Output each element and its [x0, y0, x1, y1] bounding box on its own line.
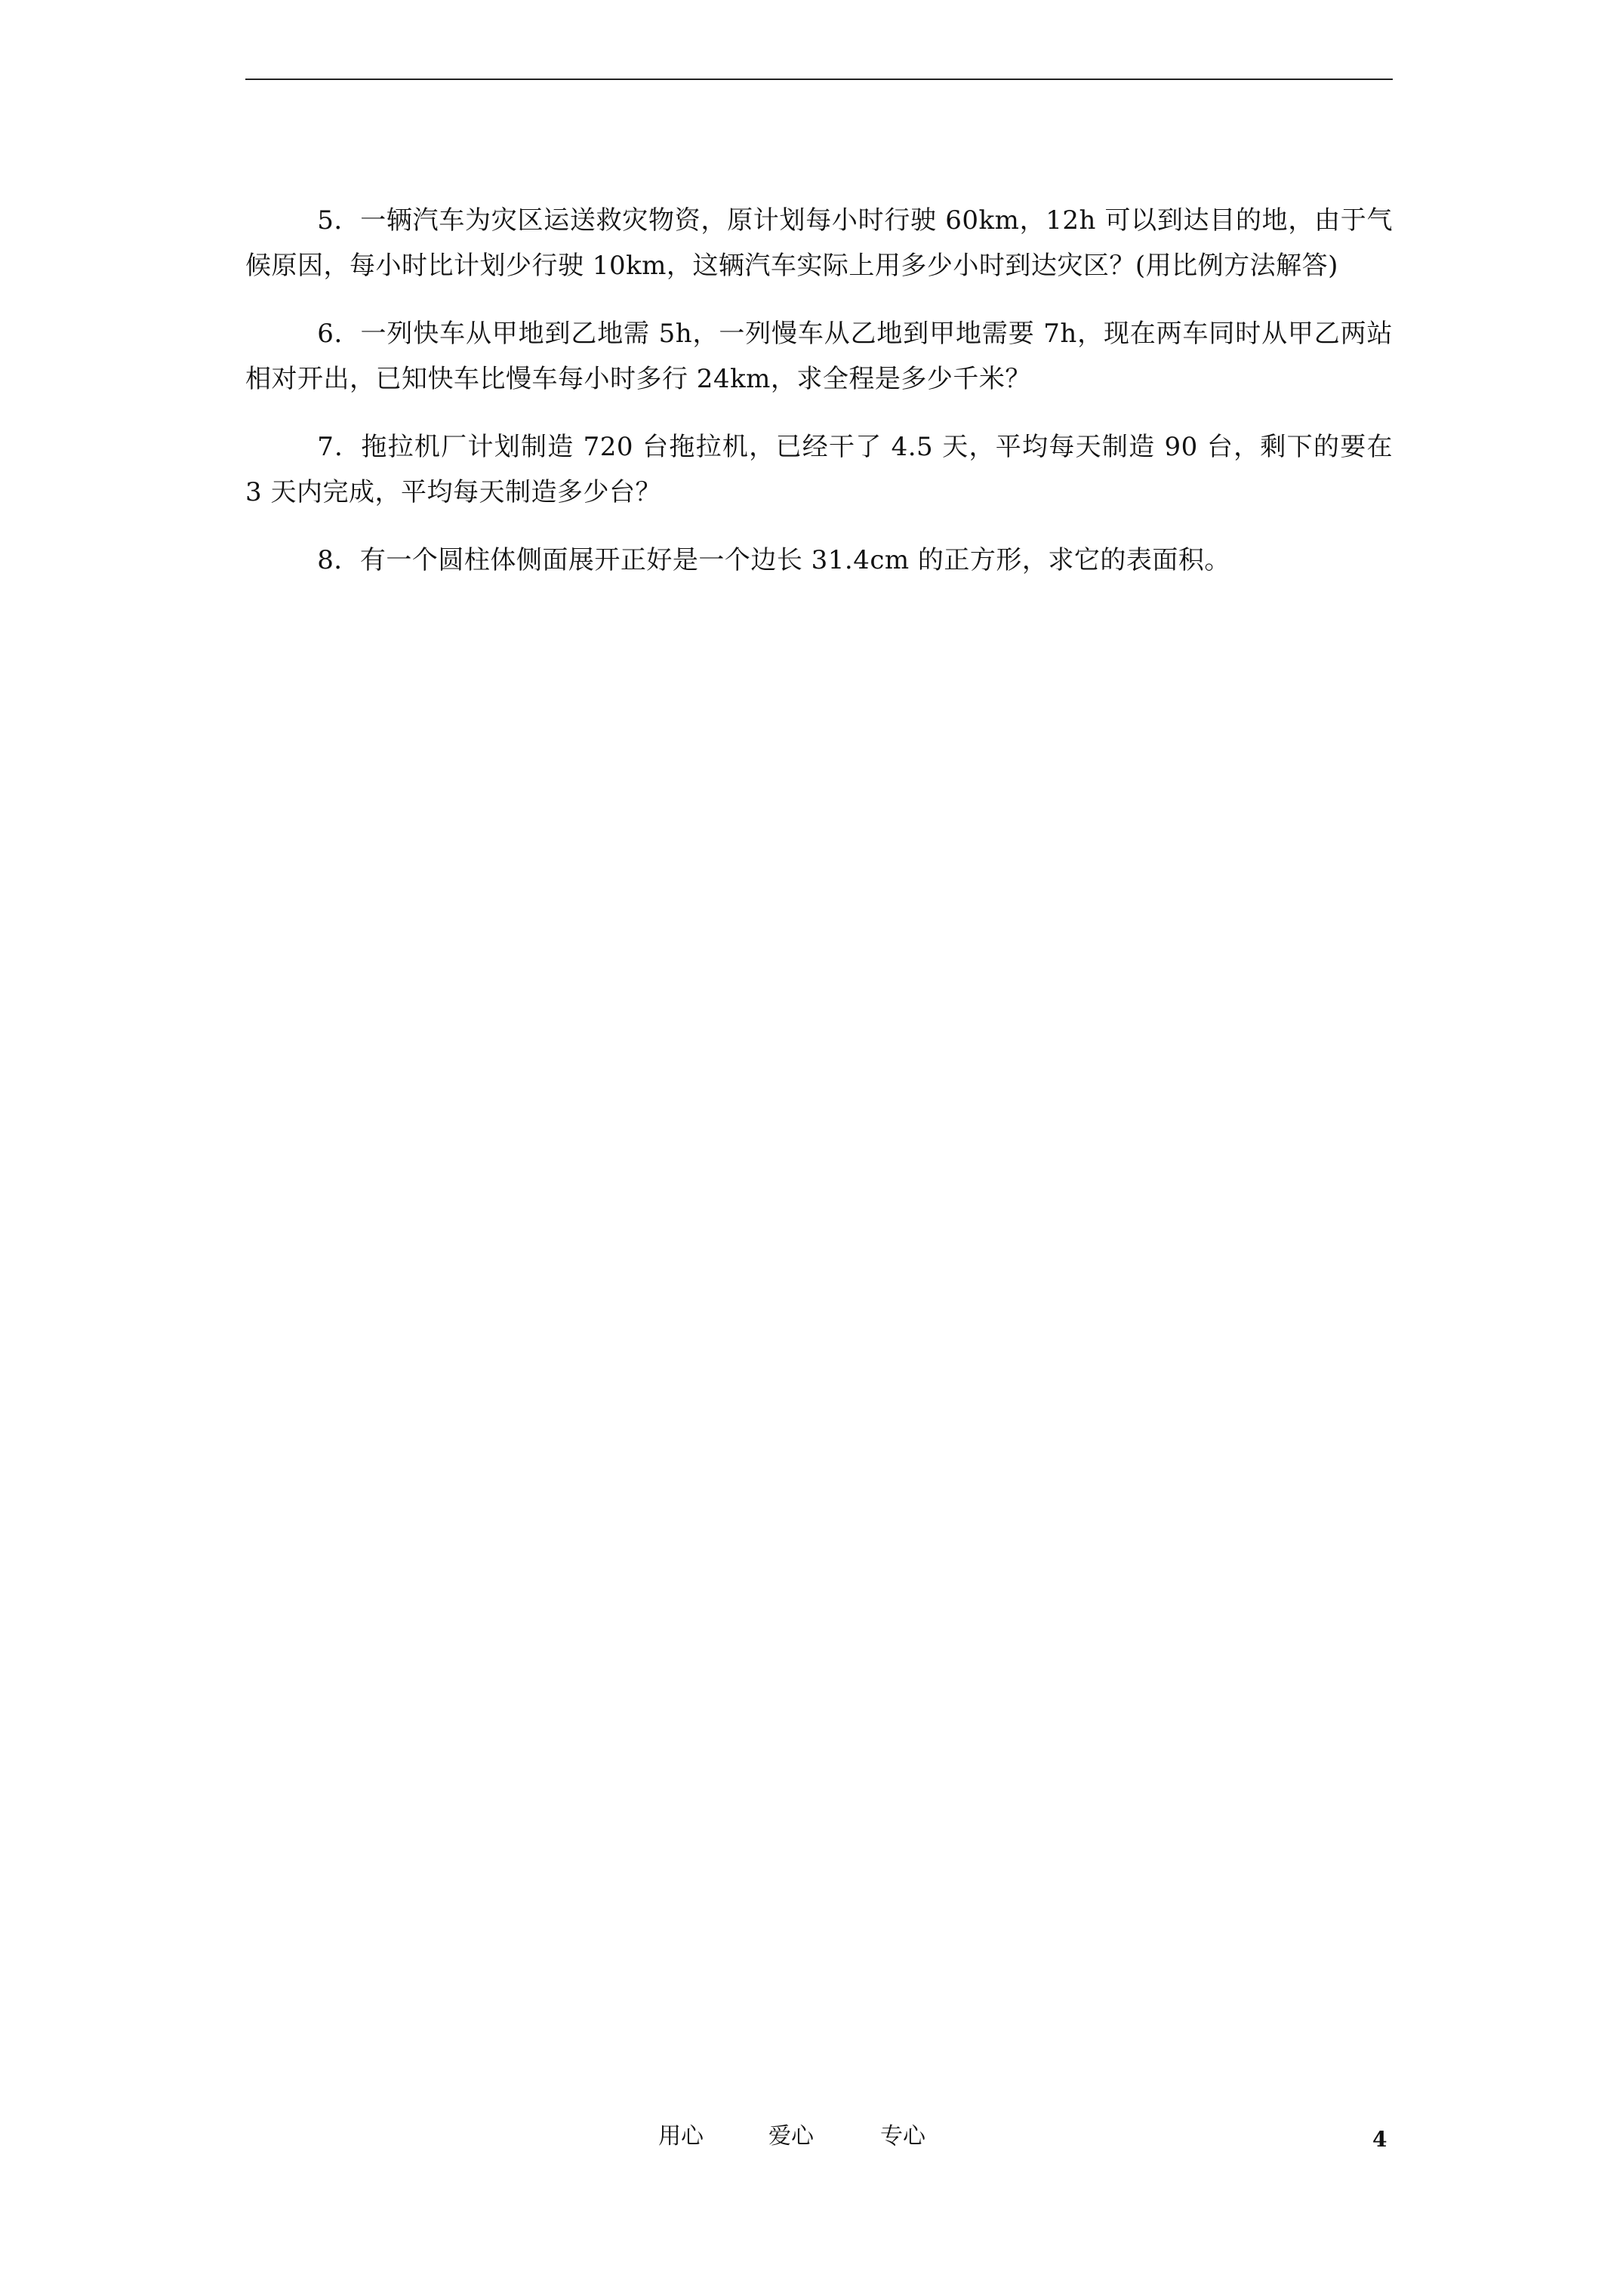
page-number: 4	[1372, 2127, 1387, 2152]
problem-5: 5．一辆汽车为灾区运送救灾物资，原计划每小时行驶 60km，12h 可以到达目的地，由于气候原因，每小时比计划少行驶 10km，这辆汽车实际上用多少小时到达灾区？(用比例方法解答)	[245, 205, 1393, 281]
problem-list	[245, 198, 1393, 606]
footer-motto-2: 爱心	[768, 2123, 814, 2150]
footer-motto-1: 用心	[658, 2123, 704, 2150]
footer-motto-3: 专心	[880, 2123, 925, 2150]
problem-6: 6．一列快车从甲地到乙地需 5h，一列慢车从乙地到甲地需要 7h，现在两车同时从甲乙两站相对开出，已知快车比慢车每小时多行 24km，求全程是多少千米？	[245, 319, 1393, 394]
problem-7: 7．拖拉机厂计划制造 720 台拖拉机，已经干了 4.5 天，平均每天制造 90 台，剩下的要在 3 天内完成，平均每天制造多少台？	[245, 432, 1393, 507]
problem-8: 8．有一个圆柱体侧面展开正好是一个边长 31.4cm 的正方形，求它的表面积。	[317, 545, 1230, 575]
header-rule	[245, 79, 1393, 80]
page-footer	[0, 2122, 1623, 2159]
